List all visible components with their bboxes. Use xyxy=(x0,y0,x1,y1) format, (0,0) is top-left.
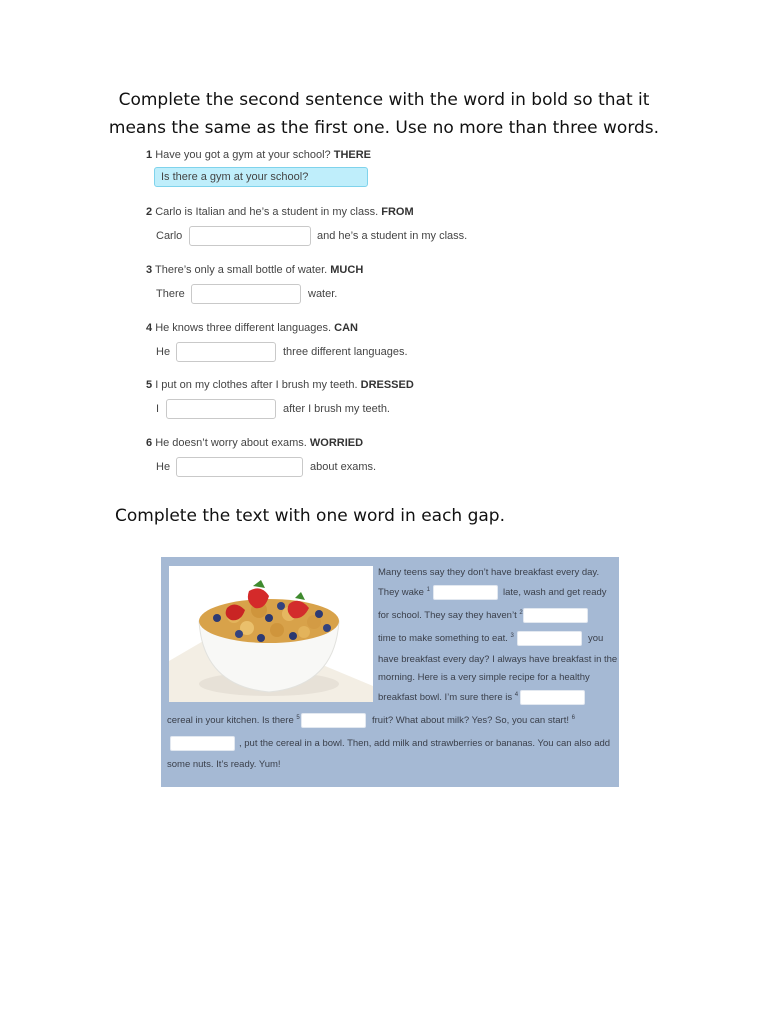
gap-input-1[interactable] xyxy=(433,585,498,600)
question-3 xyxy=(146,262,363,306)
question-5 xyxy=(146,377,414,421)
question-sentence: He doesn’t worry about exams. xyxy=(155,437,307,449)
exercise1-instructions xyxy=(0,86,768,142)
question-number: 3 xyxy=(146,264,153,276)
keyword: CAN xyxy=(334,322,359,334)
text-line: breakfast bowl. I’m sure there is $^4$ xyxy=(378,691,519,703)
text-line: fruit? What about milk? Yes? So, you can start! $^6$ xyxy=(372,714,575,726)
text-line: They wake $^1$ xyxy=(378,586,430,598)
question-number: 6 xyxy=(146,437,153,449)
answer-field-1[interactable]: Is there a gym at your school? xyxy=(154,167,368,187)
text-line: Many teens say they don’t have breakfast every day. xyxy=(378,567,600,578)
answer-field-6[interactable] xyxy=(176,457,303,477)
gap-number-2: 2 xyxy=(519,609,523,616)
keyword: THERE xyxy=(333,149,372,161)
instruction-line-2: means the same as the first one. Use no more than three words. xyxy=(108,118,660,138)
gap-input-2[interactable] xyxy=(523,608,588,623)
question-6 xyxy=(146,435,377,479)
gap-number-6: 6 xyxy=(571,714,575,721)
sentence-start: I xyxy=(156,403,160,415)
text-line: for school. They say they haven’t $^2$ xyxy=(378,609,523,621)
reading-gap-fill-panel xyxy=(161,557,619,787)
answer-field-2[interactable] xyxy=(189,226,311,246)
question-4 xyxy=(146,320,408,364)
sentence-end: about exams. xyxy=(310,461,377,473)
sentence-end: and he’s a student in my class. xyxy=(317,230,468,242)
text-line: time to make something to eat. $^3$ xyxy=(378,632,514,644)
text-line: have breakfast every day? I always have breakfast in the xyxy=(378,654,618,665)
answer-field-5[interactable] xyxy=(166,399,276,419)
text-line: late, wash and get ready xyxy=(503,587,607,598)
exercise2-instruction: Complete the text with one word in each gap. xyxy=(115,506,505,526)
question-number: 5 xyxy=(146,379,153,391)
question-sentence: Carlo is Italian and he’s a student in my class. xyxy=(155,206,379,218)
keyword: FROM xyxy=(381,206,414,218)
question-number: 4 xyxy=(146,322,153,334)
sentence-start: He xyxy=(156,346,171,358)
sentence-start: Carlo xyxy=(156,230,183,242)
sentence-end: after I brush my teeth. xyxy=(283,403,390,415)
sentence-end: water. xyxy=(308,288,338,300)
question-sentence: I put on my clothes after I brush my teeth. xyxy=(155,379,358,391)
cereal-bowl-image xyxy=(169,566,373,702)
question-sentence: Have you got a gym at your school? xyxy=(155,149,331,161)
text-line: , put the cereal in a bowl. Then, add milk and strawberries or bananas. You can also add xyxy=(239,738,611,749)
question-sentence: He knows three different languages. xyxy=(155,322,332,334)
text-line: cereal in your kitchen. Is there $^5$ xyxy=(167,714,300,726)
sentence-end: three different languages. xyxy=(283,346,408,358)
instruction-line-1: Complete the second sentence with the word in bold so that it xyxy=(118,90,650,110)
text-line: you xyxy=(588,633,604,644)
gap-number-3: 3 xyxy=(510,632,514,639)
question-number: 2 xyxy=(146,206,153,218)
question-number: 1 xyxy=(146,149,153,161)
gap-number-4: 4 xyxy=(514,691,519,698)
answer-field-3[interactable] xyxy=(191,284,301,304)
keyword: MUCH xyxy=(330,264,364,276)
text-line: morning. Here is a very simple recipe for a healthy xyxy=(378,672,590,683)
answer-field-4[interactable] xyxy=(176,342,276,362)
question-1 xyxy=(146,147,371,191)
text-line: some nuts. It’s ready. Yum! xyxy=(167,759,281,770)
keyword: DRESSED xyxy=(360,379,414,391)
gap-input-4[interactable] xyxy=(520,690,585,705)
gap-number-1: 1 xyxy=(426,586,430,593)
sentence-start: He xyxy=(156,461,171,473)
question-2 xyxy=(146,204,468,248)
gap-input-6[interactable] xyxy=(170,736,235,751)
gap-input-5[interactable] xyxy=(301,713,366,728)
gap-number-5: 5 xyxy=(296,714,300,721)
keyword: WORRIED xyxy=(309,437,364,449)
gap-input-3[interactable] xyxy=(517,631,582,646)
sentence-start: There xyxy=(156,288,185,300)
question-sentence: There’s only a small bottle of water. xyxy=(154,264,328,276)
